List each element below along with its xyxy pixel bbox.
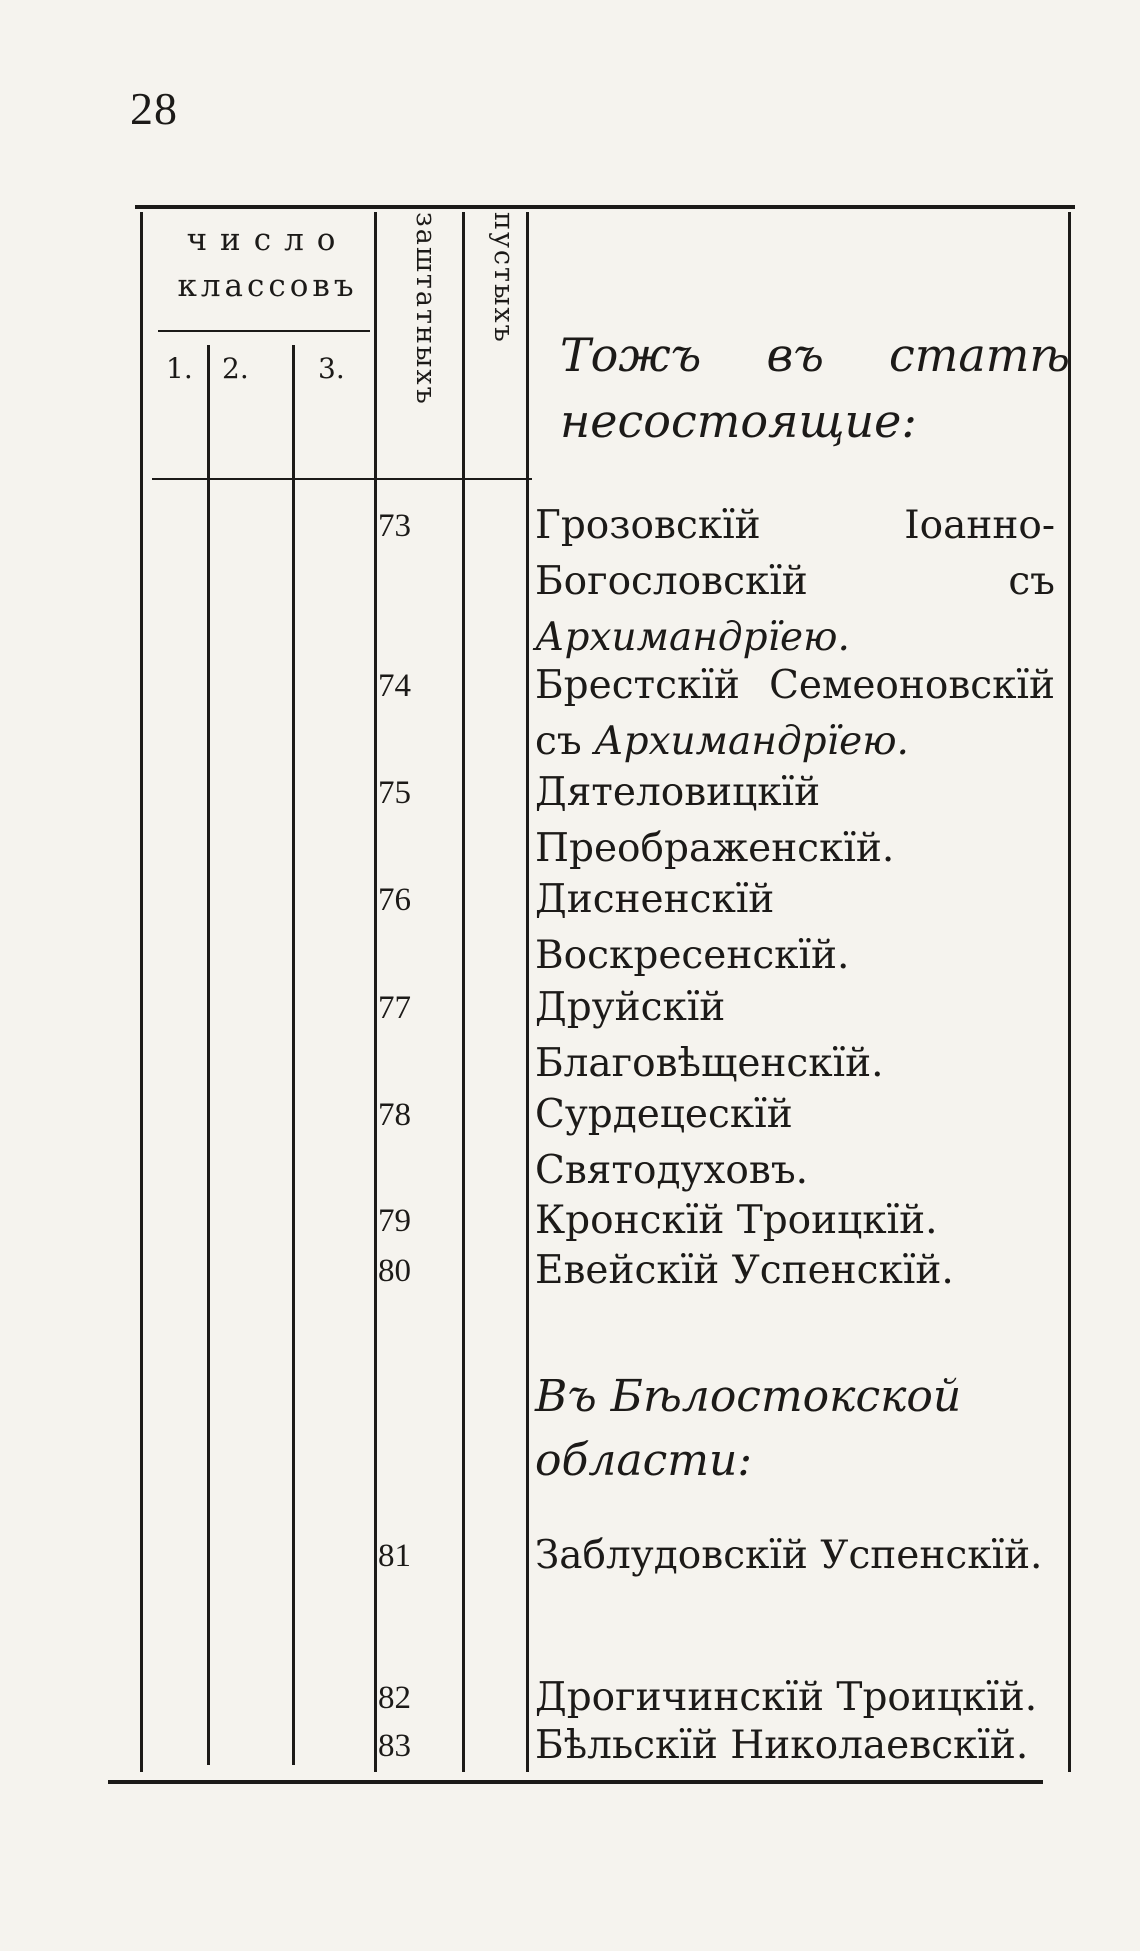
row-name: Друйскїй Благовѣщенскїй.: [535, 985, 884, 1086]
row-number: 82: [378, 1680, 411, 1716]
row-name: Дрогичинскїй Троицкїй.: [535, 1675, 1038, 1720]
page-number: 28: [130, 83, 178, 134]
row-name: Заблудовскїй Успенскїй.: [535, 1533, 1043, 1578]
header-classes-label: классовъ: [177, 268, 358, 304]
section-title: Тожъ въ статѣ несостоящие:: [560, 328, 1070, 448]
row-name: Дятеловицкїй Преображенскїй.: [535, 770, 895, 871]
class3-divider: [374, 212, 377, 1772]
row-name: [535, 498, 1055, 666]
row-number: 80: [378, 1253, 411, 1289]
row-number: 73: [378, 508, 411, 544]
row-number: 74: [378, 668, 411, 704]
row-name: Бѣльскїй Николаевскїй.: [535, 1723, 1029, 1768]
header-staffed-label: заштатныхъ: [410, 212, 441, 406]
header-class-3: 3.: [318, 352, 345, 385]
row-name: Евейскїй Успенскїй.: [535, 1248, 954, 1293]
row-name-suffix: Архимандрїею.: [535, 615, 850, 660]
header-number-label: число: [186, 222, 349, 258]
row-number: 76: [378, 882, 411, 918]
row-number: 81: [378, 1538, 411, 1574]
row-name: Кронскїй Троицкїй.: [535, 1198, 938, 1243]
header-class-2: 2.: [222, 352, 249, 385]
row-name-text: Брестскїй Семеоновскїй съ: [535, 663, 1055, 764]
row-name-text: Грозовскїй Іоанно-Богословскїй съ: [535, 503, 1055, 604]
class2-divider: [292, 345, 295, 1765]
table-bottom-rule: [108, 1780, 1043, 1784]
class1-divider: [207, 345, 210, 1765]
table-top-rule: [135, 205, 1075, 209]
row-number: 83: [378, 1728, 411, 1764]
header-class-1: 1.: [166, 352, 193, 385]
unstaffed-divider: [526, 212, 529, 1772]
region-title: Въ Бѣлостокской области:: [535, 1371, 962, 1486]
row-name-suffix: Архимандрїею.: [594, 719, 909, 764]
row-name: Сурдецескїй Святодуховъ.: [535, 1092, 809, 1193]
row-number: 77: [378, 990, 411, 1026]
row-name: [535, 658, 1055, 770]
row-name: Дисненскїй Воскресенскїй.: [535, 877, 850, 978]
classes-subrule: [158, 330, 370, 332]
table-left-border: [140, 212, 143, 1772]
row-number: 78: [378, 1097, 411, 1133]
staffed-divider: [462, 212, 465, 1772]
header-unstaffed-label: пустыхъ: [488, 212, 519, 344]
row-number: 79: [378, 1203, 411, 1239]
row-number: 75: [378, 775, 411, 811]
